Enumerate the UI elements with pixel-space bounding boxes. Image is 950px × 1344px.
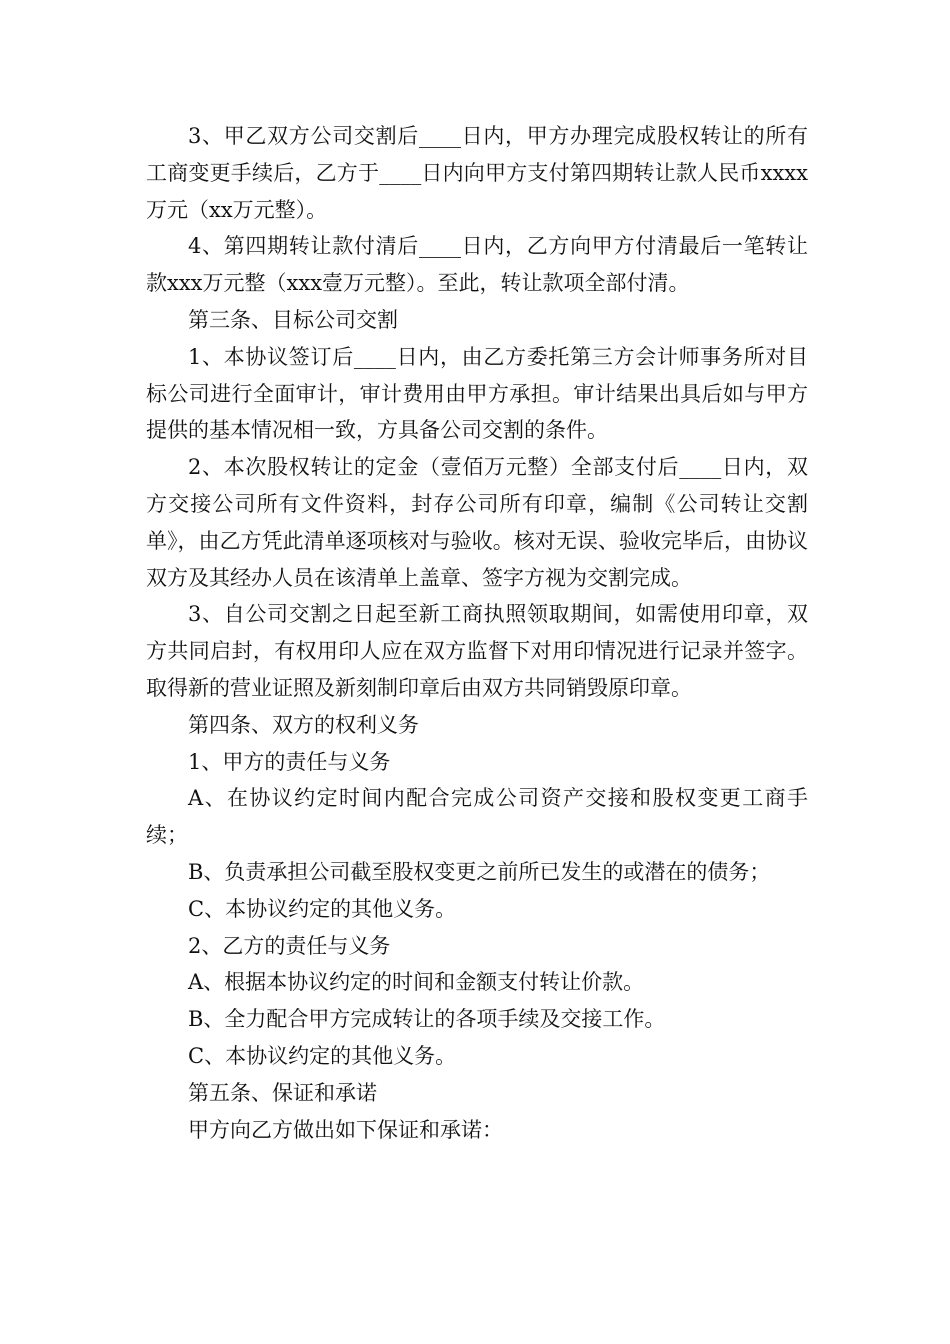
subheading-party-b-duties: 2、乙方的责任与义务 bbox=[188, 933, 391, 958]
paragraph-transfer-payment-3: 3、甲乙双方公司交割后____日内，甲方办理完成股权转让的所有工商变更手续后，乙方于____日内向甲方支付第四期转让款人民币xxxx万元（xx万元整）。 bbox=[146, 124, 808, 222]
heading-article-3: 第三条、目标公司交割 bbox=[188, 307, 398, 332]
heading-article-5: 第五条、保证和承诺 bbox=[188, 1080, 377, 1105]
list-item-party-a-c: C、本协议约定的其他义务。 bbox=[188, 896, 457, 921]
document-body bbox=[146, 118, 808, 1148]
paragraph-transfer-payment-4: 4、第四期转让款付清后____日内，乙方向甲方付清最后一笔转让款xxx万元整（xxx壹万元整）。至此，转让款项全部付清。 bbox=[146, 234, 808, 296]
list-item-party-b-b: B、全力配合甲方完成转让的各项手续及交接工作。 bbox=[188, 1007, 666, 1032]
paragraph-warranties-intro: 甲方向乙方做出如下保证和承诺： bbox=[188, 1117, 503, 1142]
paragraph-handover-1: 1、本协议签订后____日内，由乙方委托第三方会计师事务所对目标公司进行全面审计，审计费用由甲方承担。审计结果出具后如与甲方提供的基本情况相一致，方具备公司交割的条件。 bbox=[146, 344, 808, 443]
paragraph-handover-3: 3、自公司交割之日起至新工商执照领取期间，如需使用印章，双方共同启封，有权用印人应在双方监督下对用印情况进行记录并签字。取得新的营业证照及新刻制印章后由双方共同销毁原印章。 bbox=[146, 602, 808, 700]
list-item-party-a-a: A、在协议约定时间内配合完成公司资产交接和股权变更工商手续； bbox=[146, 786, 808, 848]
list-item-party-b-a: A、根据本协议约定的时间和金额支付转让价款。 bbox=[188, 970, 645, 995]
heading-article-4: 第四条、双方的权利义务 bbox=[188, 712, 419, 737]
paragraph-handover-2: 2、本次股权转让的定金（壹佰万元整）全部支付后____日内，双方交接公司所有文件资料，封存公司所有印章，编制《公司转让交割单》，由乙方凭此清单逐项核对与验收。核对无误、验收完毕后，由协议双方及其经办人员在该清单上盖章、签字方视为交割完成。 bbox=[146, 455, 808, 590]
list-item-party-a-b: B、负责承担公司截至股权变更之前所已发生的或潜在的债务； bbox=[188, 859, 771, 884]
subheading-party-a-duties: 1、甲方的责任与义务 bbox=[188, 749, 391, 774]
list-item-party-b-c: C、本协议约定的其他义务。 bbox=[188, 1043, 457, 1068]
